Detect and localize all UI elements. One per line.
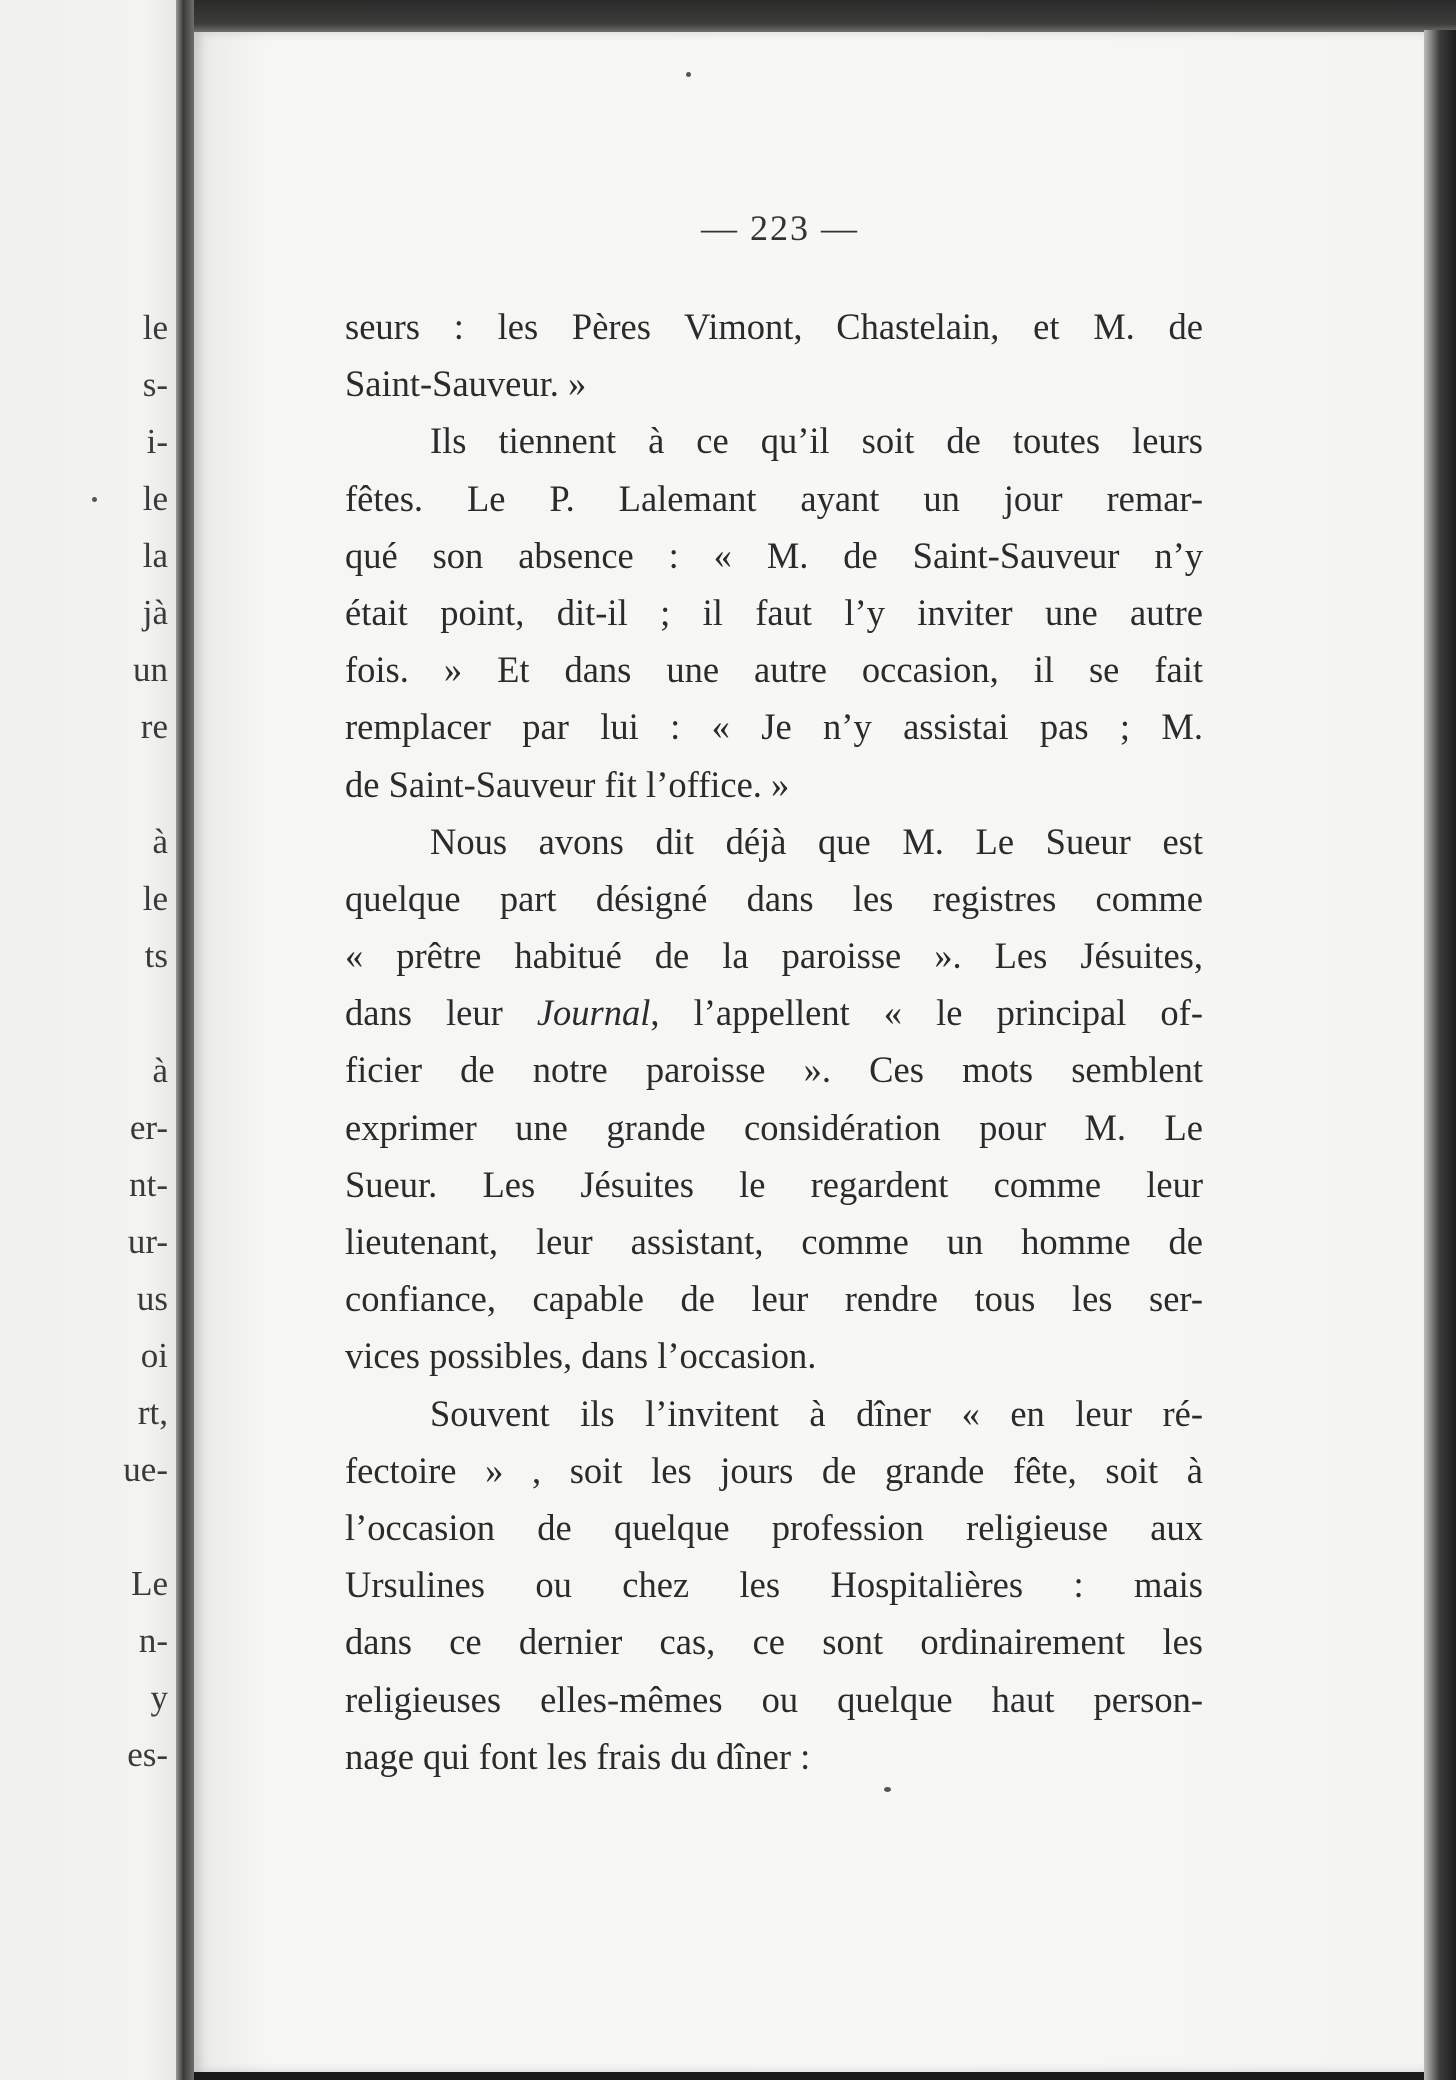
- text-line: l’occasion de quelque profession religieuse aux: [345, 1506, 1203, 1548]
- text-line: vices possibles, dans l’occasion.: [345, 1335, 817, 1377]
- left-text-fragment: n-: [138, 1621, 168, 1660]
- left-text-fragment: re: [140, 707, 168, 746]
- text-line: Saint-Sauveur. »: [345, 363, 587, 405]
- text-line: de Saint-Sauveur fit l’office. »: [345, 763, 790, 805]
- text-line: religieuses elles-mêmes ou quelque haut person-: [345, 1678, 1203, 1720]
- text-line: Souvent ils l’invitent à dîner « en leur ré-: [430, 1392, 1203, 1434]
- book-gutter: [176, 0, 194, 2080]
- text-line: seurs : les Pères Vimont, Chastelain, et M. de: [345, 306, 1203, 347]
- text-line: était point, dit-il ; il faut l’y inviter une autre: [345, 591, 1203, 633]
- text-line: remplacer par lui : « Je n’y assistai pas ; M.: [345, 706, 1203, 748]
- scan-right-edge: [1424, 30, 1456, 2080]
- body-text: [345, 298, 1203, 1785]
- paper-speck: [884, 1787, 891, 1792]
- left-text-fragment: oi: [140, 1336, 168, 1375]
- text-line: Ursulines ou chez les Hospitalières : mais: [345, 1564, 1203, 1606]
- text-line: confiance, capable de leur rendre tous les ser-: [345, 1278, 1203, 1320]
- left-text-fragment: y: [150, 1678, 168, 1717]
- text-line: Nous avons dit déjà que M. Le Sueur est: [430, 820, 1203, 862]
- left-text-fragment: nt-: [129, 1165, 168, 1204]
- text-line: ficier de notre paroisse ». Ces mots semblent: [345, 1049, 1203, 1091]
- left-text-fragment: à: [152, 822, 168, 861]
- text-line: qué son absence : « M. de Saint-Sauveur n’y: [345, 534, 1203, 576]
- text-line: « prêtre habitué de la paroisse ». Les Jésuites,: [345, 935, 1203, 977]
- left-text-fragment: s-: [142, 365, 168, 404]
- text-line: fectoire » , soit les jours de grande fête, soit à: [345, 1449, 1203, 1491]
- left-text-fragment: à: [152, 1051, 168, 1090]
- page-number: — 223 —: [701, 208, 859, 248]
- left-text-fragment: le: [142, 479, 168, 518]
- left-text-fragment: us: [136, 1279, 168, 1318]
- paper-speck: [92, 497, 97, 502]
- text-line: nage qui font les frais du dîner :: [345, 1735, 811, 1777]
- left-text-fragment: la: [142, 536, 168, 575]
- left-text-fragment: er-: [129, 1108, 168, 1147]
- left-text-fragment: i-: [146, 422, 168, 461]
- italic-title: Journal: [536, 992, 651, 1034]
- left-text-fragment: le: [142, 879, 168, 918]
- text-line: dans ce dernier cas, ce sont ordinairement les: [345, 1621, 1203, 1663]
- text-line: lieutenant, leur assistant, comme un homme de: [345, 1221, 1203, 1262]
- text-line: quelque part désigné dans les registres comme: [345, 877, 1203, 919]
- text-line: fêtes. Le P. Lalemant ayant un jour remar-: [345, 477, 1203, 519]
- left-text-fragment: ts: [144, 936, 168, 975]
- text-line: fois. » Et dans une autre occasion, il se fait: [345, 649, 1203, 691]
- text-line: Ils tiennent à ce qu’il soit de toutes leurs: [430, 420, 1203, 462]
- left-text-fragment: ur-: [127, 1222, 168, 1261]
- scan-top-edge: [194, 0, 1456, 34]
- left-text-fragment: rt,: [137, 1393, 168, 1432]
- paper-speck: [686, 72, 691, 77]
- left-text-fragment: le: [142, 308, 168, 347]
- left-text-fragment: jà: [142, 593, 168, 632]
- text-line: Sueur. Les Jésuites le regardent comme leur: [345, 1163, 1203, 1205]
- left-page-fragment: [0, 0, 180, 2080]
- text-line: exprimer une grande considération pour M. Le: [345, 1106, 1203, 1148]
- left-text-fragment: un: [133, 650, 168, 689]
- left-text-fragment: ue-: [123, 1450, 168, 1489]
- text-line: dans leur Journal, l’appellent « le principal of-: [345, 992, 1203, 1034]
- left-text-fragment: es-: [127, 1735, 168, 1774]
- left-text-fragment: Le: [131, 1564, 168, 1603]
